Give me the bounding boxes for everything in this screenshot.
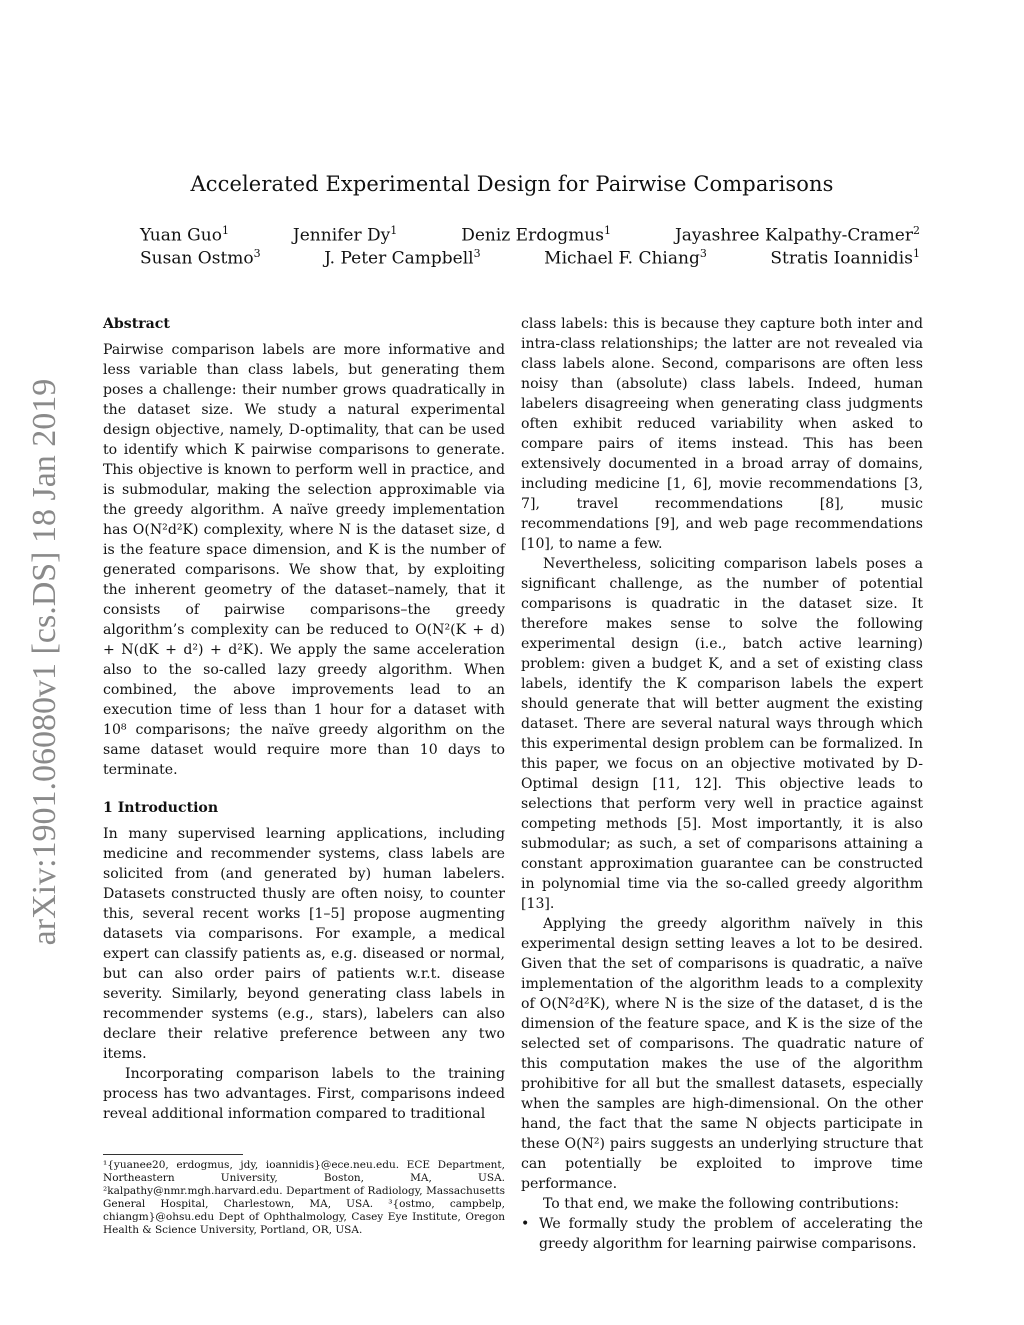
footnote-rule bbox=[103, 1154, 243, 1155]
contribution-item bbox=[521, 1214, 923, 1254]
author: Susan Ostmo$^3$ bbox=[140, 247, 261, 269]
author: Yuan Guo$^1$ bbox=[140, 224, 229, 246]
authors-row-2 bbox=[140, 247, 920, 269]
author: Michael F. Chiang$^3$ bbox=[544, 247, 707, 269]
paper-title: Accelerated Experimental Design for Pairwise Comparisons bbox=[190, 172, 834, 196]
intro-paragraph-1: In many supervised learning applications, including medicine and recommender systems, class labels are solicited from (and generated by) human labelers. Datasets constructed thusly are often noisy, to counter this, several recent works [1–5] propose augmenting datasets via comparisons. For example, a medical expert can classify patients as, e.g. diseased or normal, but can also order pairs of patients w.r.t. disease severity. Similarly, beyond generating class labels in recommender systems (e.g., stars), labelers can also declare their relative preference between any two items. bbox=[103, 826, 505, 1062]
author: J. Peter Campbell$^3$ bbox=[324, 247, 481, 269]
bullet-icon: • bbox=[521, 1216, 530, 1232]
author: Deniz Erdogmus$^1$ bbox=[461, 224, 611, 246]
abstract-heading: Abstract bbox=[103, 316, 170, 332]
footnote: ¹{yuanee20, erdogmus, jdy, ioannidis}@ece.neu.edu. ECE Department, Northeastern University, Boston, MA, USA. ²kalpathy@nmr.mgh.harvard.edu. Department of Radiology, Massachusetts General Hospital, Charlestown, MA, USA. ³{ostmo, campbelp, chiangm}@ohsu.edu Dept of Ophthalmology, Casey Eye Institute, Oregon Health & Science University, Portland, OR, USA. bbox=[103, 1159, 505, 1236]
author: Jennifer Dy$^1$ bbox=[292, 224, 398, 246]
right-paragraph-3: Applying the greedy algorithm naïvely in this experimental design setting leaves a lot to be desired. Given that the set of comparisons is quadratic, a naïve implementation of the algorithm leads to a complexity of O(N²d²K), where N is the size of the dataset, d is the dimension of the feature space, and K is the size of the selected set of comparisons. The quadratic nature of this computation makes the use of the algorithm prohibitive for all but the smallest datasets, especially when the samples are high-dimensional. On the other hand, the fact that the same N objects participate in these O(N²) pairs suggests an underlying structure that can potentially be exploited to improve time performance. bbox=[521, 916, 923, 1192]
section-heading: 1 Introduction bbox=[103, 800, 219, 816]
arxiv-stamp-box bbox=[20, 362, 70, 962]
intro-paragraph-2: Incorporating comparison labels to the training process has two advantages. First, comparisons indeed reveal additional information compared to traditional bbox=[103, 1066, 505, 1122]
contribution-text: We formally study the problem of accelerating the greedy algorithm for learning pairwise comparisons. bbox=[539, 1216, 923, 1252]
right-paragraph-2: Nevertheless, soliciting comparison labels poses a significant challenge, as the number of potential comparisons is quadratic in the dataset size. It therefore makes sense to solve the following experimental design (i.e., batch active learning) problem: given a budget K, and a set of existing class labels, identify the K comparison labels the expert should generate that will better augment the existing dataset. There are several natural ways through which this experimental design problem can be formalized. In this paper, we focus on an objective motivated by D-Optimal design [11, 12]. This objective leads to selections that perform very well in practice against competing methods [5]. Most importantly, it is also submodular; as such, a set of comparisons attaining a constant approximation guarantee can be constructed in polynomial time via the so-called greedy algorithm [13]. bbox=[521, 556, 923, 912]
left-column bbox=[103, 314, 505, 1237]
right-column bbox=[521, 314, 923, 1254]
right-paragraph-1: class labels: this is because they capture both inter and intra-class relationships; the latter are not revealed via class labels alone. Second, comparisons are often less noisy than (absolute) class labels. Indeed, human labelers disagreeing when generating class judgments often exhibit reduced variability when asked to compare pairs of items instead. This has been extensively documented in a broad array of domains, including medicine [1, 6], movie recommendations [3, 7], travel recommendations [8], music recommendations [9], and web page recommendations [10], to name a few. bbox=[521, 316, 923, 552]
abstract-text: Pairwise comparison labels are more informative and less variable than class labels, but generating them poses a challenge: their number grows quadratically in the dataset size. We study a natural experimental design objective, namely, D-optimality, that can be used to identify which K pairwise comparisons to generate. This objective is known to perform well in practice, and is submodular, making the selection approximable via the greedy algorithm. A naïve greedy implementation has O(N²d²K) complexity, where N is the dataset size, d is the feature space dimension, and K is the number of generated comparisons. We show that, by exploiting the inherent geometry of the dataset–namely, that it consists of pairwise comparisons–the greedy algorithm’s complexity can be reduced to O(N²(K + d) + N(dK + d²) + d²K). We apply the same acceleration also to the so-called lazy greedy algorithm. When combined, the above improvements lead to an execution time of less than 1 hour for a dataset with 10⁸ comparisons; the naïve greedy algorithm on the same dataset would require more than 10 days to terminate. bbox=[103, 342, 505, 778]
author: Jayashree Kalpathy-Cramer$^2$ bbox=[674, 224, 920, 246]
right-paragraph-4: To that end, we make the following contributions: bbox=[543, 1196, 900, 1212]
author: Stratis Ioannidis$^1$ bbox=[770, 247, 920, 269]
arxiv-stamp: arXiv:1901.06080v1 [cs.DS] 18 Jan 2019 bbox=[26, 378, 63, 946]
authors-row-1 bbox=[140, 224, 920, 246]
